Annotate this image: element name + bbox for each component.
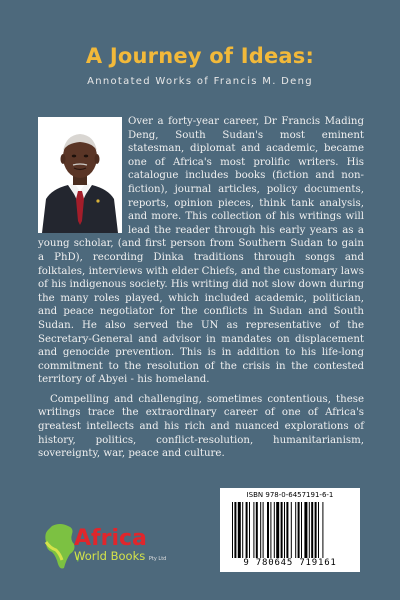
barcode-bar — [322, 502, 323, 558]
book-subtitle: Annotated Works of Francis M. Deng — [87, 76, 313, 87]
publisher-sub-text: World Books — [74, 549, 146, 563]
barcode-bar — [286, 502, 288, 558]
barcode-bar — [309, 502, 310, 558]
blurb-paragraph-1: Over a forty-year career, Dr Francis Mading Deng, South Sudan's most eminent statesman, diplomat and academic, became one of Africa's most prolific writers. His catalogue includes books (fiction and non-fiction), journal articles, policy documents, reports, opinion pieces, think tank analysis, and more. This collection of his writings will lead the reader through his early years as a young scholar, (and first person from Southern Sudan to gain a PhD), recording Dinka traditions through songs and folktales, interviews with elder Chiefs, and the customary laws of his indigenous society. His writing did not slow down during the many roles played, which included academic, politician, and peace negotiator for the conflicts in Sudan and South Sudan. He also served the UN as representative of the Secretary-General and advisor in mandates on displacement and genocide prevention. This is in addition to his life-long commitment to the resolution of the crisis in the contested territory of Abyei - his homeland. — [38, 116, 364, 386]
barcode-bar — [253, 502, 254, 558]
barcode-bar — [238, 502, 241, 558]
isbn-barcode — [220, 488, 360, 572]
barcode-bar — [318, 502, 319, 558]
barcode-bars — [232, 502, 348, 558]
barcode-bar — [291, 502, 292, 558]
barcode-bar — [256, 502, 258, 558]
author-photo — [38, 117, 122, 233]
barcode-bar — [246, 502, 248, 558]
barcode-bar — [242, 502, 243, 558]
publisher-brand: Africa — [74, 526, 147, 551]
isbn-digits: 9 780645 719161 — [243, 558, 337, 568]
barcode-bar — [315, 502, 317, 558]
blurb-paragraph-2: Compelling and challenging, sometimes contentious, these writings trace the extraordinary career of one of Africa's greatest intellects and his rich and nuanced explorations of history, politics, conflict-resolution, humanitarianism, sovereignty, war, peace and culture. — [38, 393, 364, 460]
barcode-bar — [298, 502, 300, 558]
barcode-bar — [232, 502, 233, 558]
publisher-logo — [74, 528, 166, 566]
barcode-bar — [311, 502, 313, 558]
publisher-sub — [74, 550, 166, 566]
isbn-label: ISBN 978-0-6457191-6-1 — [246, 491, 334, 499]
barcode-bar — [263, 502, 264, 558]
barcode-bar — [281, 502, 283, 558]
barcode-bar — [274, 502, 275, 558]
barcode-bar — [276, 502, 279, 558]
barcode-bar — [267, 502, 269, 558]
barcode-bar — [260, 502, 261, 558]
barcode-bar — [249, 502, 250, 558]
barcode-bar — [295, 502, 296, 558]
barcode-bar — [301, 502, 302, 558]
book-title: A Journey of Ideas: — [85, 44, 315, 68]
publisher-suffix: Pty Ltd — [148, 556, 167, 562]
barcode-bar — [304, 502, 307, 558]
barcode-bar — [270, 502, 271, 558]
barcode-bar — [284, 502, 285, 558]
barcode-bar — [234, 502, 236, 558]
author-portrait-illustration — [38, 117, 122, 233]
